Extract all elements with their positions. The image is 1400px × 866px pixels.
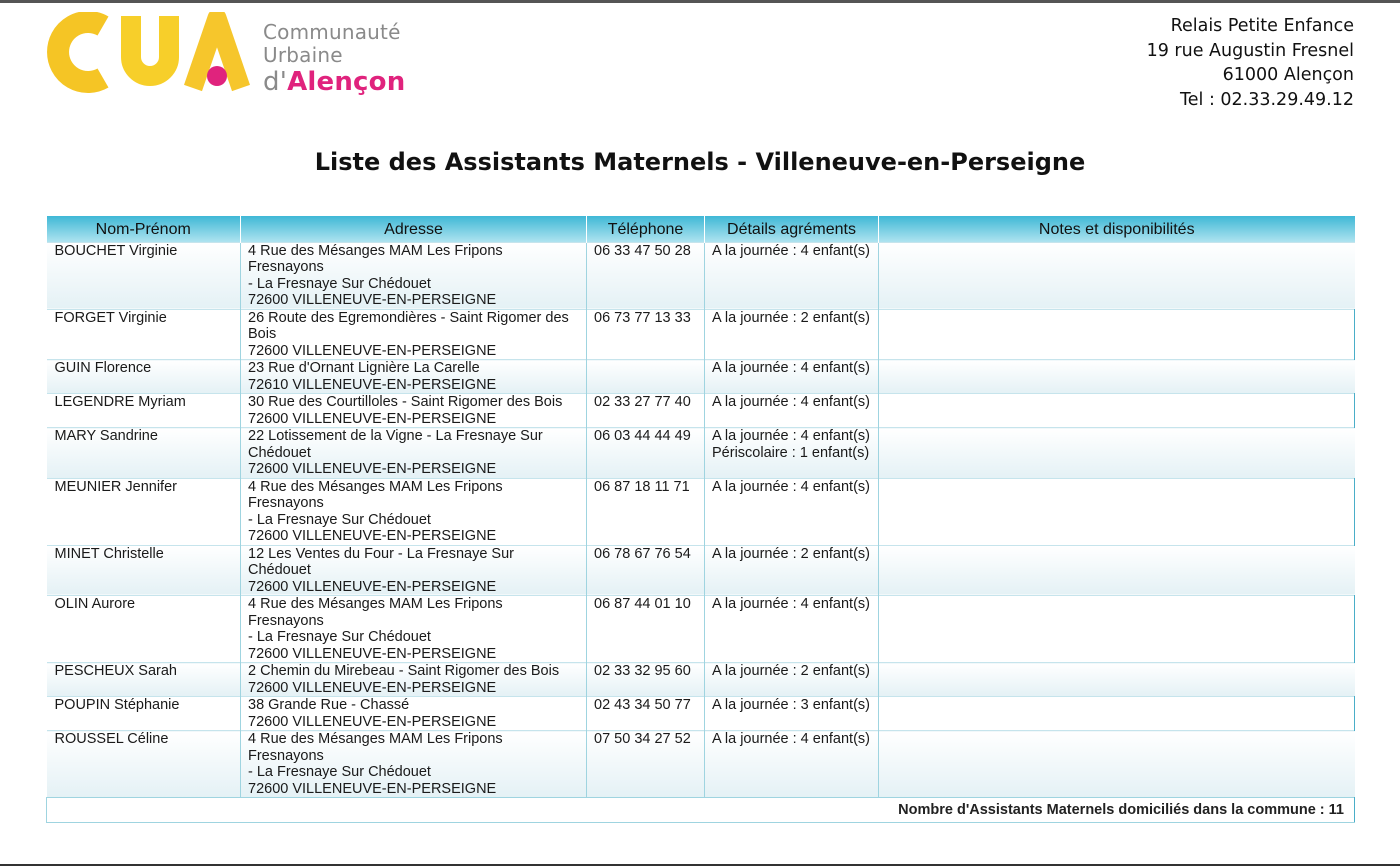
cell-name: POUPIN Stéphanie xyxy=(47,697,241,731)
cell-notes xyxy=(879,596,1355,663)
organization-address xyxy=(1147,14,1354,112)
cell-address xyxy=(241,697,587,731)
cell-notes xyxy=(879,309,1355,360)
cell-notes xyxy=(879,360,1355,394)
cell-details xyxy=(705,360,879,394)
cell-notes xyxy=(879,428,1355,479)
cell-phone: 02 43 34 50 77 xyxy=(587,697,705,731)
address-line: Chédouet xyxy=(248,444,311,461)
address-line: 72600 VILLENEUVE-EN-PERSEIGNE xyxy=(248,292,497,308)
cua-logo-mark xyxy=(45,12,260,94)
cell-address xyxy=(241,478,587,545)
address-line: 12 Les Ventes du Four - La Fresnaye Sur Chédouet xyxy=(248,545,514,578)
cell-address xyxy=(241,545,587,596)
cell-notes xyxy=(879,394,1355,428)
header-details: Détails agréments xyxy=(705,216,879,242)
header-phone: Téléphone xyxy=(587,216,705,242)
cell-address xyxy=(241,242,587,309)
table-row xyxy=(47,428,1355,479)
cell-notes xyxy=(879,697,1355,731)
address-line: 72600 VILLENEUVE-EN-PERSEIGNE xyxy=(248,645,497,662)
address-phone: Tel : 02.33.29.49.12 xyxy=(1180,89,1354,110)
cell-details xyxy=(705,394,879,428)
logo-line-3-accent: Alençon xyxy=(287,67,406,97)
cell-phone: 06 33 47 50 28 xyxy=(587,242,705,309)
table-row xyxy=(47,697,1355,731)
address-line-3: 61000 Alençon xyxy=(1222,65,1354,85)
details-line: Périscolaire : 1 enfant(s) xyxy=(712,444,870,461)
address-line: - La Fresnaye Sur Chédouet xyxy=(248,764,431,780)
header-name: Nom-Prénom xyxy=(47,216,241,242)
logo-wordmark xyxy=(263,21,405,97)
address-line: 26 Route des Egremondières - Saint Rigomer des xyxy=(248,309,569,326)
address-line: 72600 VILLENEUVE-EN-PERSEIGNE xyxy=(248,679,497,696)
details-line: A la journée : 3 enfant(s) xyxy=(712,697,870,713)
cell-details xyxy=(705,309,879,360)
details-line: A la journée : 4 enfant(s) xyxy=(712,731,870,747)
address-line: 72600 VILLENEUVE-EN-PERSEIGNE xyxy=(248,410,497,427)
cell-phone: 07 50 34 27 52 xyxy=(587,731,705,798)
logo-line-1: Communauté xyxy=(263,20,401,44)
address-line: 72600 VILLENEUVE-EN-PERSEIGNE xyxy=(248,578,497,595)
cell-notes xyxy=(879,545,1355,596)
address-line: 72610 VILLENEUVE-EN-PERSEIGNE xyxy=(248,376,497,393)
address-line: 2 Chemin du Mirebeau - Saint Rigomer des Bois xyxy=(248,663,560,679)
cell-notes xyxy=(879,478,1355,545)
details-line: A la journée : 4 enfant(s) xyxy=(712,478,870,495)
cell-phone: 02 33 27 77 40 xyxy=(587,394,705,428)
address-line: 4 Rue des Mésanges MAM Les Fripons Fresnayons xyxy=(248,478,503,511)
table-row xyxy=(47,731,1355,798)
cell-address xyxy=(241,596,587,663)
details-line: A la journée : 2 enfant(s) xyxy=(712,663,870,679)
cell-name: BOUCHET Virginie xyxy=(47,242,241,309)
table-row xyxy=(47,242,1355,309)
address-line: Bois xyxy=(248,326,277,342)
details-line: A la journée : 2 enfant(s) xyxy=(712,309,870,326)
address-line: 72600 VILLENEUVE-EN-PERSEIGNE xyxy=(248,528,497,544)
cell-notes xyxy=(879,731,1355,798)
cell-name: MINET Christelle xyxy=(47,545,241,596)
cell-details xyxy=(705,428,879,479)
cell-details xyxy=(705,242,879,309)
cua-logo xyxy=(45,12,425,97)
cell-details xyxy=(705,596,879,663)
cell-address xyxy=(241,428,587,479)
table-row xyxy=(47,360,1355,394)
table-row xyxy=(47,478,1355,545)
address-line: 72600 VILLENEUVE-EN-PERSEIGNE xyxy=(248,461,497,477)
cell-notes xyxy=(879,242,1355,309)
address-line: 72600 VILLENEUVE-EN-PERSEIGNE xyxy=(248,713,497,730)
address-line: - La Fresnaye Sur Chédouet xyxy=(248,511,431,528)
cell-details xyxy=(705,663,879,697)
address-line: 4 Rue des Mésanges MAM Les Fripons Fresnayons xyxy=(248,242,503,275)
address-line: 30 Rue des Courtilloles - Saint Rigomer des Bois xyxy=(248,394,563,410)
address-line-1: Relais Petite Enfance xyxy=(1170,16,1354,36)
address-line: - La Fresnaye Sur Chédouet xyxy=(248,629,431,645)
table-body xyxy=(47,242,1355,798)
address-line: 38 Grande Rue - Chassé xyxy=(248,697,410,713)
address-line: 4 Rue des Mésanges MAM Les Fripons Fresnayons xyxy=(248,596,503,629)
assistants-table xyxy=(46,216,1355,823)
logo-line-2: Urbaine xyxy=(263,43,343,67)
cell-name: LEGENDRE Myriam xyxy=(47,394,241,428)
table-footer-row xyxy=(47,798,1355,823)
cell-phone xyxy=(587,360,705,394)
header-notes: Notes et disponibilités xyxy=(879,216,1355,242)
cell-address xyxy=(241,663,587,697)
details-line: A la journée : 4 enfant(s) xyxy=(712,394,870,410)
address-line: - La Fresnaye Sur Chédouet xyxy=(248,275,431,292)
assistants-count: Nombre d'Assistants Maternels domiciliés dans la commune : 11 xyxy=(47,798,1355,823)
cell-phone: 02 33 32 95 60 xyxy=(587,663,705,697)
table-header xyxy=(47,216,1355,242)
cell-address xyxy=(241,731,587,798)
cell-details xyxy=(705,697,879,731)
cell-phone: 06 03 44 44 49 xyxy=(587,428,705,479)
cell-name: PESCHEUX Sarah xyxy=(47,663,241,697)
details-line: A la journée : 4 enfant(s) xyxy=(712,242,870,259)
cell-phone: 06 78 67 76 54 xyxy=(587,545,705,596)
cell-name: MEUNIER Jennifer xyxy=(47,478,241,545)
table-row xyxy=(47,596,1355,663)
page-title: Liste des Assistants Maternels - Villeneuve-en-Perseigne xyxy=(314,148,1086,176)
cell-details xyxy=(705,545,879,596)
details-line: A la journée : 4 enfant(s) xyxy=(712,428,870,444)
cell-phone: 06 87 18 11 71 xyxy=(587,478,705,545)
cell-address xyxy=(241,394,587,428)
cell-phone: 06 87 44 01 10 xyxy=(587,596,705,663)
cell-notes xyxy=(879,663,1355,697)
cell-address xyxy=(241,360,587,394)
cell-name: FORGET Virginie xyxy=(47,309,241,360)
cell-name: MARY Sandrine xyxy=(47,428,241,479)
table-row xyxy=(47,394,1355,428)
table-row xyxy=(47,309,1355,360)
header-address: Adresse xyxy=(241,216,587,242)
address-line: 22 Lotissement de la Vigne - La Fresnaye Sur xyxy=(248,428,543,444)
page-top-border xyxy=(0,0,1400,3)
cell-name: OLIN Aurore xyxy=(47,596,241,663)
assistants-table-wrapper xyxy=(46,216,1354,823)
cell-name: ROUSSEL Céline xyxy=(47,731,241,798)
cell-address xyxy=(241,309,587,360)
address-line: 23 Rue d'Ornant Lignière La Carelle xyxy=(248,360,480,376)
details-line: A la journée : 2 enfant(s) xyxy=(712,545,870,562)
details-line: A la journée : 4 enfant(s) xyxy=(712,596,870,612)
cell-phone: 06 73 77 13 33 xyxy=(587,309,705,360)
cell-details xyxy=(705,731,879,798)
cell-name: GUIN Florence xyxy=(47,360,241,394)
table-row xyxy=(47,663,1355,697)
cell-details xyxy=(705,478,879,545)
details-line: A la journée : 4 enfant(s) xyxy=(712,360,870,376)
logo-line-3-prefix: d' xyxy=(263,67,288,97)
address-line: 4 Rue des Mésanges MAM Les Fripons Fresnayons xyxy=(248,731,503,764)
address-line-2: 19 rue Augustin Fresnel xyxy=(1146,40,1354,61)
logo-line-3 xyxy=(263,67,405,97)
address-line: 72600 VILLENEUVE-EN-PERSEIGNE xyxy=(248,342,497,359)
table-row xyxy=(47,545,1355,596)
address-line: 72600 VILLENEUVE-EN-PERSEIGNE xyxy=(248,780,497,797)
